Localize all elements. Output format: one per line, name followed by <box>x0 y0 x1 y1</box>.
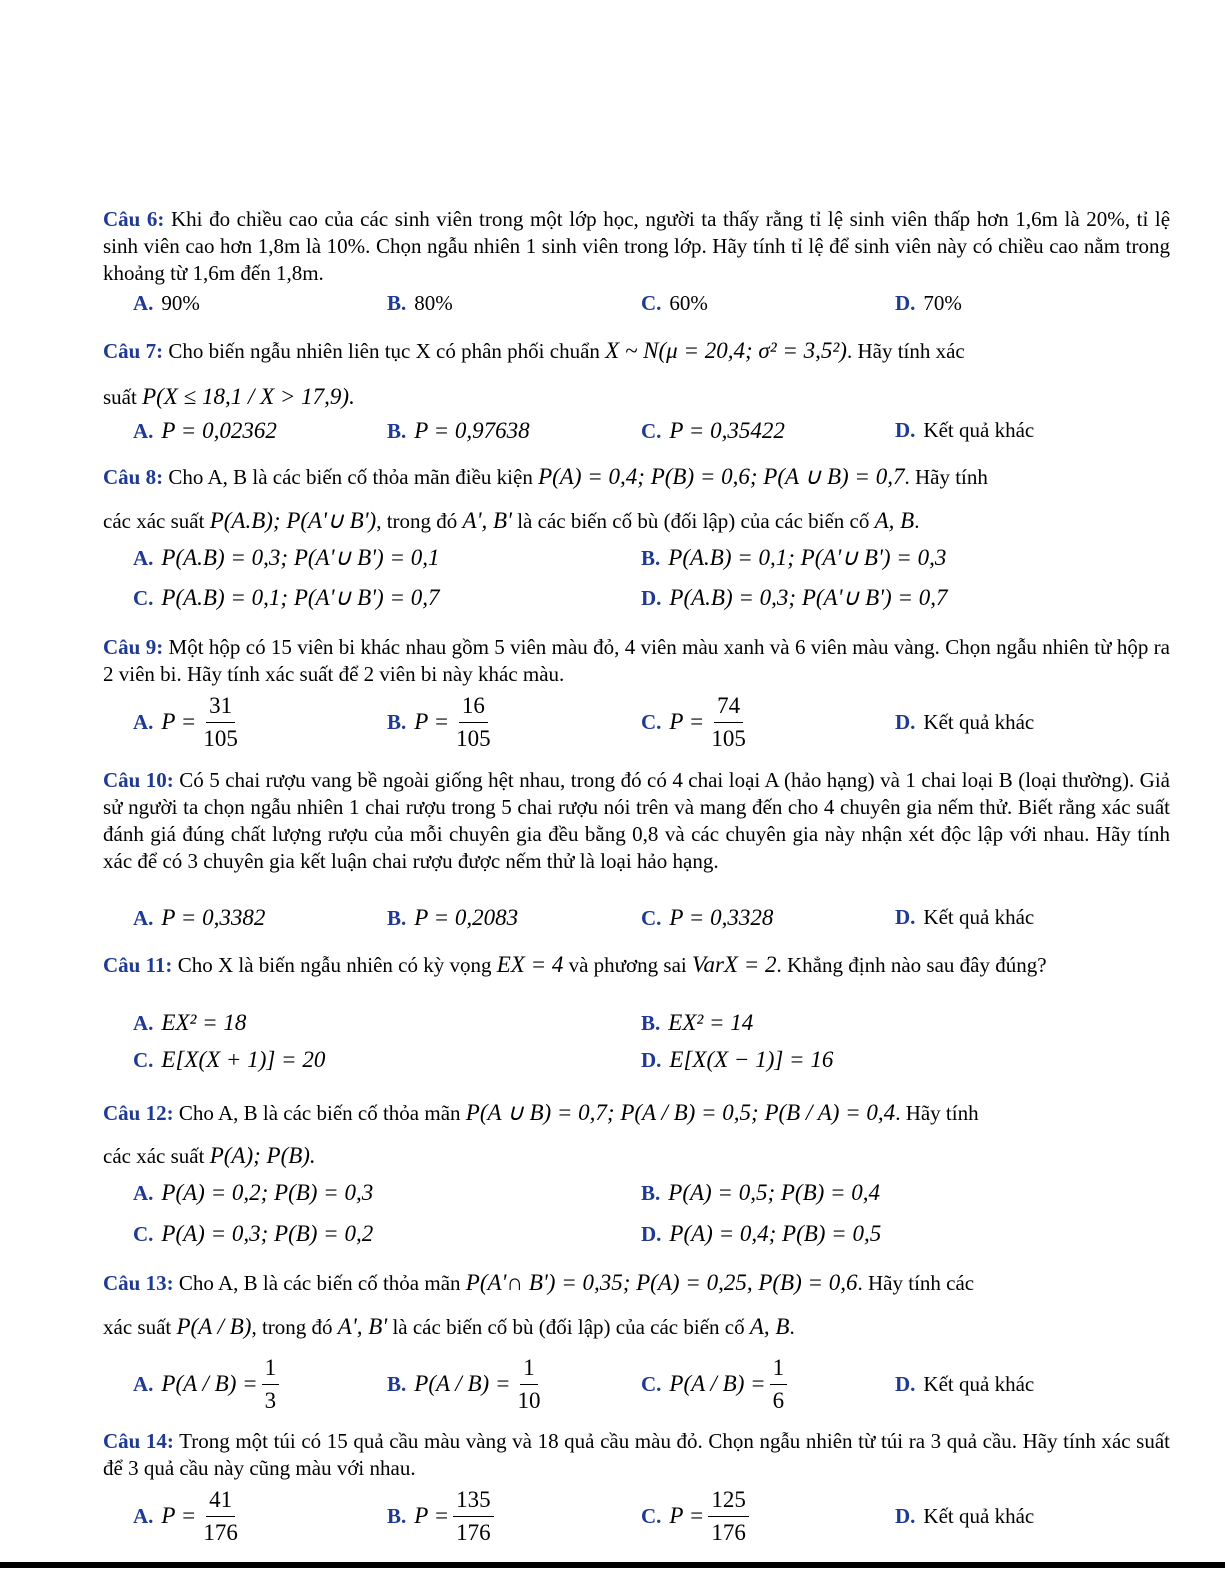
option-lhs: P(A / B) = <box>669 1371 766 1396</box>
fraction <box>708 693 749 752</box>
option-letter: D. <box>895 418 916 442</box>
options-row <box>0 545 1225 579</box>
option-letter: A. <box>133 545 154 570</box>
option-b[interactable] <box>641 1180 880 1206</box>
numerator: 74 <box>714 693 743 723</box>
option-value: Kết quả khác <box>923 905 1035 929</box>
option-letter: B. <box>387 418 407 443</box>
option-letter: B. <box>641 545 661 570</box>
numerator: 125 <box>708 1487 749 1517</box>
numerator: 16 <box>459 693 488 723</box>
question-8 <box>103 464 988 490</box>
question-14 <box>103 1428 1170 1482</box>
period: . <box>789 1315 795 1339</box>
option-value: Kết quả khác <box>923 1503 1035 1528</box>
option-d[interactable] <box>641 585 947 611</box>
question-label: Câu 12: <box>103 1101 174 1125</box>
option-value: P(A) = 0,2; P(B) = 0,3 <box>161 1180 374 1205</box>
option-value: E[X(X − 1)] = 16 <box>669 1047 834 1072</box>
option-c[interactable] <box>641 1352 791 1416</box>
option-value: 60% <box>669 291 708 315</box>
denominator: 3 <box>264 1387 277 1413</box>
option-letter: C. <box>641 905 662 930</box>
option-letter: A. <box>133 709 154 734</box>
option-letter: C. <box>133 1047 154 1072</box>
option-letter: B. <box>387 709 407 734</box>
options-row <box>0 1484 1225 1548</box>
option-lhs: P(A / B) = <box>414 1371 511 1396</box>
fraction <box>453 1487 494 1546</box>
fraction <box>708 1487 749 1546</box>
formula: P(A / B) <box>176 1314 252 1339</box>
options-row <box>0 585 1225 619</box>
option-letter: D. <box>895 1371 916 1396</box>
option-value: P(A) = 0,3; P(B) = 0,2 <box>161 1221 374 1246</box>
question-text: suất <box>103 385 137 409</box>
option-letter: D. <box>895 709 916 734</box>
option-letter: B. <box>387 1371 407 1396</box>
period: . <box>914 509 920 533</box>
fraction <box>262 1355 280 1414</box>
question-10 <box>103 767 1170 875</box>
option-a[interactable] <box>133 418 277 444</box>
option-letter: B. <box>387 905 407 930</box>
option-d[interactable] <box>641 1047 833 1073</box>
question-9 <box>103 634 1170 688</box>
question-text: . Hãy tính xác <box>846 339 965 363</box>
option-letter: D. <box>895 905 916 929</box>
option-b[interactable] <box>641 545 946 571</box>
option-letter: A. <box>133 291 154 315</box>
question-label: Câu 8: <box>103 465 164 489</box>
question-text: , trong đó <box>251 1315 333 1339</box>
option-c[interactable] <box>641 1484 753 1548</box>
option-letter: A. <box>133 905 154 930</box>
option-letter: C. <box>641 291 662 315</box>
option-c[interactable] <box>133 1047 325 1073</box>
formula: P(A) = 0,4; P(B) = 0,6; P(A ∪ B) = 0,7 <box>538 464 905 489</box>
option-letter: D. <box>895 291 916 315</box>
p-equals: P = <box>161 1503 197 1528</box>
options-row <box>0 1352 1225 1416</box>
formula: A', B' <box>462 508 512 533</box>
option-c[interactable] <box>641 690 753 754</box>
denominator: 176 <box>456 1519 491 1545</box>
option-b[interactable] <box>387 690 498 754</box>
option-d[interactable] <box>895 1352 1034 1416</box>
formula: P(A.B); P(A'∪ B') <box>209 508 377 533</box>
option-value: P(A.B) = 0,3; P(A'∪ B') = 0,1 <box>161 545 440 570</box>
question-7-line2 <box>103 384 355 410</box>
option-a[interactable] <box>133 905 265 931</box>
option-c[interactable] <box>133 1221 373 1247</box>
question-8-line2 <box>103 508 919 534</box>
option-letter: A. <box>133 1371 154 1396</box>
option-value: 80% <box>414 291 453 315</box>
options-row <box>0 418 1225 452</box>
option-value: P(A.B) = 0,3; P(A'∪ B') = 0,7 <box>669 585 948 610</box>
option-d[interactable] <box>895 291 962 316</box>
option-letter: A. <box>133 1180 154 1205</box>
option-a[interactable] <box>133 291 200 316</box>
option-b[interactable] <box>641 1010 753 1036</box>
formula: P(X ≤ 18,1 / X > 17,9). <box>142 384 355 409</box>
option-value: P(A) = 0,5; P(B) = 0,4 <box>668 1180 881 1205</box>
question-text: các xác suất <box>103 509 205 533</box>
question-text: là các biến cố bù (đối lập) của các biến cố <box>392 1315 745 1339</box>
question-label: Câu 11: <box>103 953 173 977</box>
fraction <box>770 1355 788 1414</box>
formula: A, B <box>874 508 915 533</box>
option-value: P = 0,2083 <box>414 905 519 930</box>
option-letter: C. <box>641 1371 662 1396</box>
option-value: EX² = 14 <box>668 1010 754 1035</box>
option-value: E[X(X + 1)] = 20 <box>161 1047 326 1072</box>
option-c[interactable] <box>641 418 785 444</box>
p-equals: P = <box>669 709 705 734</box>
question-text: Trong một túi có 15 quả cầu màu vàng và 18 quả cầu màu đỏ. Chọn ngẫu nhiên từ túi ra 3 quả cầu. Hãy tính xác suất để 3 quả cầu này cũng màu với nhau. <box>103 1429 1171 1480</box>
options-row <box>0 905 1225 939</box>
question-text: , trong đó <box>376 509 458 533</box>
formula: P(A); P(B). <box>209 1143 316 1168</box>
denominator: 176 <box>203 1519 238 1545</box>
question-13 <box>103 1270 974 1296</box>
question-11 <box>103 951 1170 979</box>
option-c[interactable] <box>133 585 439 611</box>
numerator: 1 <box>262 1355 280 1385</box>
formula: A', B' <box>337 1314 388 1339</box>
denominator: 6 <box>772 1387 785 1413</box>
option-a[interactable] <box>133 1484 245 1548</box>
option-letter: A. <box>133 418 154 443</box>
option-value: P = 0,02362 <box>161 418 277 443</box>
option-value: 70% <box>923 291 962 315</box>
denominator: 105 <box>711 725 746 751</box>
question-text: . Khẳng định nào sau đây đúng? <box>776 953 1047 977</box>
option-value: P(A.B) = 0,1; P(A'∪ B') = 0,7 <box>161 585 440 610</box>
question-text: . Hãy tính <box>895 1101 979 1125</box>
option-value: EX² = 18 <box>161 1010 247 1035</box>
option-a[interactable] <box>133 690 245 754</box>
p-equals: P = <box>669 1503 705 1528</box>
formula: EX = 4 <box>496 952 564 977</box>
question-text: và phương sai <box>568 953 687 977</box>
option-b[interactable] <box>387 291 453 316</box>
option-letter: B. <box>387 1503 407 1528</box>
option-d[interactable] <box>895 418 1034 443</box>
fraction <box>200 693 241 752</box>
p-equals: P = <box>414 709 450 734</box>
question-label: Câu 14: <box>103 1429 174 1453</box>
option-d[interactable] <box>895 1484 1034 1548</box>
question-label: Câu 9: <box>103 635 164 659</box>
question-text: xác suất <box>103 1315 172 1339</box>
option-letter: A. <box>133 1503 154 1528</box>
option-b[interactable] <box>387 1352 547 1416</box>
question-12 <box>103 1100 979 1126</box>
formula: P(A'∩ B') = 0,35; P(A) = 0,25, P(B) = 0,6 <box>465 1270 858 1295</box>
option-a[interactable] <box>133 1352 283 1416</box>
question-text: Cho A, B là các biến cố thỏa mãn điều kiện <box>168 465 533 489</box>
formula: P(A ∪ B) = 0,7; P(A / B) = 0,5; P(B / A) = 0,4 <box>465 1100 896 1125</box>
question-text: các xác suất <box>103 1144 205 1168</box>
option-letter: D. <box>641 1047 662 1072</box>
option-value: Kết quả khác <box>923 1371 1035 1396</box>
options-row <box>0 1047 1225 1081</box>
numerator: 1 <box>520 1355 538 1385</box>
denominator: 105 <box>203 725 238 751</box>
numerator: 31 <box>206 693 235 723</box>
option-letter: B. <box>387 291 407 315</box>
option-lhs: P(A / B) = <box>161 1371 258 1396</box>
options-row <box>0 690 1225 754</box>
formula: X ~ N(μ = 20,4; σ² = 3,5²) <box>605 338 847 363</box>
option-value: P = 0,35422 <box>669 418 785 443</box>
question-text: . Hãy tính <box>904 465 988 489</box>
p-equals: P = <box>161 709 197 734</box>
option-b[interactable] <box>387 418 530 444</box>
option-value: P = 0,97638 <box>414 418 530 443</box>
formula: VarX = 2 <box>691 952 777 977</box>
question-text: Khi đo chiều cao của các sinh viên trong một lớp học, người ta thấy rằng tỉ lệ sinh viên thấp hơn 1,6m là 20%, tỉ lệ sinh viên cao hơn 1,8m là 10%. Chọn ngẫu nhiên 1 sinh viên trong lớp. Hãy tính tỉ lệ để sinh viên này có chiều cao nằm trong khoảng từ 1,6m đến 1,8m. <box>103 207 1171 285</box>
option-letter: C. <box>133 585 154 610</box>
question-text: Cho biến ngẫu nhiên liên tục X có phân phối chuẩn <box>168 339 600 363</box>
question-label: Câu 6: <box>103 207 165 231</box>
option-letter: B. <box>641 1180 661 1205</box>
option-value: Kết quả khác <box>923 709 1035 734</box>
question-text: Một hộp có 15 viên bi khác nhau gồm 5 viên màu đỏ, 4 viên màu xanh và 6 viên màu vàng. Chọn ngẫu nhiên từ hộp ra 2 viên bi. Hãy tính xác suất để 2 viên bi này khác màu. <box>103 635 1170 686</box>
option-d[interactable] <box>895 690 1034 754</box>
option-letter: A. <box>133 1010 154 1035</box>
question-label: Câu 7: <box>103 339 164 363</box>
option-value: 90% <box>161 291 200 315</box>
option-letter: C. <box>641 1503 662 1528</box>
option-c[interactable] <box>641 291 708 316</box>
option-a[interactable] <box>133 1010 246 1036</box>
option-a[interactable] <box>133 1180 373 1206</box>
option-d[interactable] <box>895 905 1034 930</box>
option-value: P(A) = 0,4; P(B) = 0,5 <box>669 1221 882 1246</box>
option-letter: D. <box>895 1503 916 1528</box>
question-7 <box>103 338 965 364</box>
numerator: 41 <box>206 1487 235 1517</box>
question-text: Cho A, B là các biến cố thỏa mãn <box>178 1271 461 1295</box>
denominator: 105 <box>456 725 491 751</box>
options-row <box>0 1010 1225 1044</box>
option-a[interactable] <box>133 545 439 571</box>
fraction <box>453 693 494 752</box>
question-12-line2 <box>103 1143 316 1169</box>
option-value: P(A.B) = 0,1; P(A'∪ B') = 0,3 <box>668 545 947 570</box>
numerator: 1 <box>770 1355 788 1385</box>
question-13-line2 <box>103 1314 795 1340</box>
question-label: Câu 10: <box>103 768 174 792</box>
option-value: Kết quả khác <box>923 418 1035 442</box>
option-value: P = 0,3382 <box>161 905 266 930</box>
question-6 <box>103 206 1170 287</box>
option-letter: C. <box>641 709 662 734</box>
option-d[interactable] <box>641 1221 881 1247</box>
option-letter: D. <box>641 585 662 610</box>
p-equals: P = <box>414 1503 450 1528</box>
option-letter: C. <box>133 1221 154 1246</box>
fraction <box>514 1355 543 1414</box>
options-row <box>0 1180 1225 1214</box>
option-value: P = 0,3328 <box>669 905 774 930</box>
numerator: 135 <box>453 1487 494 1517</box>
options-row <box>0 291 1225 325</box>
question-text: Cho A, B là các biến cố thỏa mãn <box>178 1101 461 1125</box>
question-label: Câu 13: <box>103 1271 174 1295</box>
denominator: 176 <box>711 1519 746 1545</box>
question-text: là các biến cố bù (đối lập) của các biến cố <box>517 509 870 533</box>
question-text: Có 5 chai rượu vang bề ngoài giống hệt nhau, trong đó có 4 chai loại A (hảo hạng) và 1 chai loại B (loại thường). Giả sử người ta chọn ngẫu nhiên 1 chai rượu trong 5 chai rượu nói trên và mang đến cho 4 chuyên gia nếm thử. Biết rằng xác suất đánh giá đúng chất lượng rượu của mỗi chuyên gia đều bằng 0,8 và các chuyên gia này nhận xét độc lập với nhau. Hãy tính xác để có 3 chuyên gia kết luận chai rượu được nếm thử là loại hảo hạng. <box>103 768 1170 873</box>
denominator: 10 <box>517 1387 541 1413</box>
question-text: Cho X là biến ngẫu nhiên có kỳ vọng <box>177 953 492 977</box>
option-letter: C. <box>641 418 662 443</box>
fraction <box>200 1487 241 1546</box>
option-b[interactable] <box>387 1484 498 1548</box>
option-letter: B. <box>641 1010 661 1035</box>
question-text: . Hãy tính các <box>857 1271 975 1295</box>
option-c[interactable] <box>641 905 773 931</box>
options-row <box>0 1221 1225 1255</box>
option-b[interactable] <box>387 905 518 931</box>
option-letter: D. <box>641 1221 662 1246</box>
formula: A, B <box>749 1314 790 1339</box>
cut-off-next-line <box>0 1562 1225 1568</box>
